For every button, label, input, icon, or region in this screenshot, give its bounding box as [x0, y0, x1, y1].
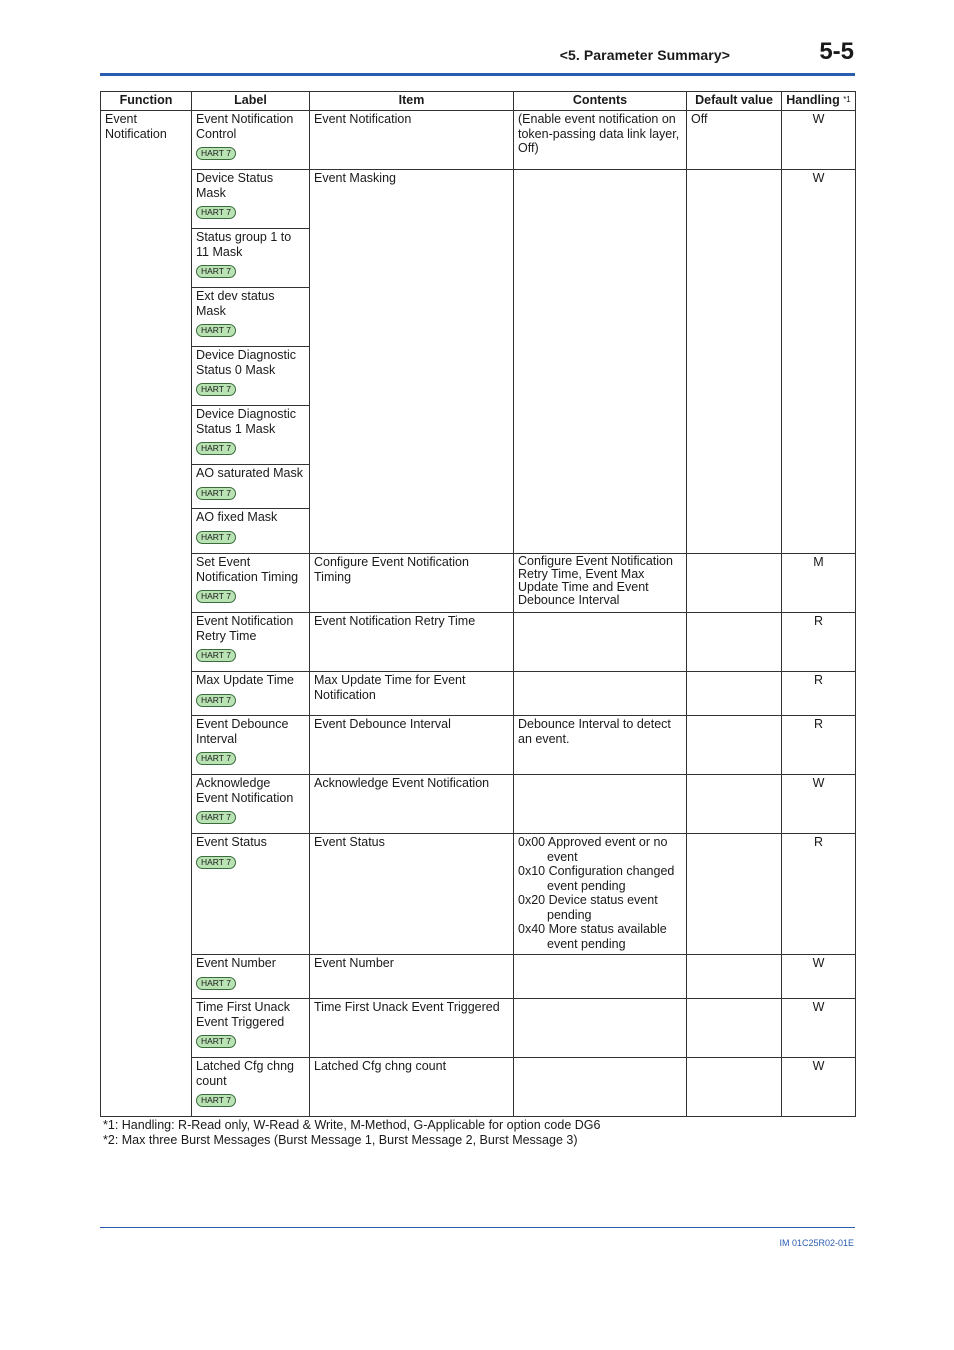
- table-row: [101, 834, 856, 955]
- hart7-badge: HART 7: [196, 856, 236, 869]
- handling-cell: M: [782, 554, 856, 613]
- label-text: AO fixed Mask: [196, 510, 278, 524]
- col-header-default: Default value: [687, 92, 782, 111]
- table-row: [101, 955, 856, 999]
- contents-cell: [514, 955, 687, 999]
- item-cell: Max Update Time for Event Notification: [310, 672, 514, 716]
- label-text: Ext dev status Mask: [196, 289, 275, 318]
- label-text: Device Diagnostic Status 0 Mask: [196, 348, 297, 377]
- label-cell: [192, 775, 310, 834]
- label-text: Event Notification Retry Time: [196, 614, 294, 643]
- handling-cell: W: [782, 955, 856, 999]
- label-cell: [192, 613, 310, 672]
- hart7-badge: HART 7: [196, 147, 236, 160]
- contents-cell: [514, 834, 687, 955]
- item-cell: Time First Unack Event Triggered: [310, 999, 514, 1058]
- item-cell: Event Masking: [310, 170, 514, 554]
- hart7-badge: HART 7: [196, 977, 236, 990]
- item-cell: Event Notification Retry Time: [310, 613, 514, 672]
- col-header-contents: Contents: [514, 92, 687, 111]
- col-header-function: Function: [101, 92, 192, 111]
- status-code-line: 0x20 Device status event: [518, 893, 658, 907]
- label-cell: [192, 111, 310, 170]
- label-cell: [192, 465, 310, 509]
- label-cell: [192, 955, 310, 999]
- status-code-line: event pending: [547, 878, 626, 893]
- contents-cell: (Enable event notification on token-passing data link layer, Off): [514, 111, 687, 170]
- label-cell: [192, 1058, 310, 1117]
- label-cell: [192, 406, 310, 465]
- contents-cell: Debounce Interval to detect an event.: [514, 716, 687, 775]
- label-text: Set Event Notification Timing: [196, 555, 299, 584]
- handling-cell: W: [782, 111, 856, 170]
- handling-cell: R: [782, 672, 856, 716]
- label-text: Acknowledge Event Notification: [196, 776, 294, 805]
- page-number: 5-5: [819, 38, 854, 65]
- label-cell: [192, 672, 310, 716]
- hart7-badge: HART 7: [196, 590, 236, 603]
- status-code-line: pending: [547, 907, 592, 922]
- item-cell: Event Number: [310, 955, 514, 999]
- table-row: [101, 170, 856, 229]
- header-rule: [100, 73, 855, 76]
- handling-footnote-ref: *1: [843, 95, 851, 104]
- handling-cell: W: [782, 170, 856, 554]
- default-cell: [687, 170, 782, 554]
- item-cell: Latched Cfg chng count: [310, 1058, 514, 1117]
- default-cell: [687, 672, 782, 716]
- status-code-line: event pending: [547, 936, 626, 951]
- contents-cell: [514, 170, 687, 554]
- footnotes: [103, 1118, 600, 1148]
- hart7-badge: HART 7: [196, 1094, 236, 1107]
- default-cell: [687, 775, 782, 834]
- contents-cell: [514, 775, 687, 834]
- handling-cell: R: [782, 834, 856, 955]
- table-header-row: [101, 92, 856, 111]
- item-cell: Configure Event Notification Timing: [310, 554, 514, 613]
- hart7-badge: HART 7: [196, 442, 236, 455]
- table-row: [101, 554, 856, 613]
- label-cell: [192, 716, 310, 775]
- hart7-badge: HART 7: [196, 1035, 236, 1048]
- label-cell: [192, 509, 310, 554]
- hart7-badge: HART 7: [196, 487, 236, 500]
- label-text: Device Status Mask: [196, 171, 274, 200]
- footer-rule: [100, 1227, 855, 1228]
- hart7-badge: HART 7: [196, 324, 236, 337]
- hart7-badge: HART 7: [196, 752, 236, 765]
- hart7-badge: HART 7: [196, 383, 236, 396]
- table-row: [101, 1058, 856, 1117]
- default-cell: [687, 716, 782, 775]
- hart7-badge: HART 7: [196, 265, 236, 278]
- default-cell: Off: [687, 111, 782, 170]
- label-cell: [192, 229, 310, 288]
- table-row: [101, 613, 856, 672]
- label-text: Event Status: [196, 835, 267, 849]
- item-cell: Event Debounce Interval: [310, 716, 514, 775]
- handling-header-text: Handling: [786, 93, 840, 107]
- label-text: Event Debounce Interval: [196, 717, 289, 746]
- label-text: Time First Unack Event Triggered: [196, 1000, 290, 1029]
- label-text: Event Notification Control: [196, 112, 294, 141]
- status-code-line: 0x10 Configuration changed: [518, 864, 675, 878]
- contents-cell: [514, 672, 687, 716]
- label-cell: [192, 554, 310, 613]
- status-code-line: 0x00 Approved event or no: [518, 835, 668, 849]
- contents-cell: [514, 613, 687, 672]
- handling-cell: W: [782, 775, 856, 834]
- default-cell: [687, 834, 782, 955]
- label-text: Latched Cfg chng count: [196, 1059, 294, 1088]
- default-cell: [687, 1058, 782, 1117]
- item-cell: Event Status: [310, 834, 514, 955]
- contents-cell: [514, 999, 687, 1058]
- hart7-badge: HART 7: [196, 206, 236, 219]
- handling-cell: R: [782, 716, 856, 775]
- col-header-item: Item: [310, 92, 514, 111]
- label-cell: [192, 288, 310, 347]
- item-cell: Acknowledge Event Notification: [310, 775, 514, 834]
- default-cell: [687, 955, 782, 999]
- footnote-2: *2: Max three Burst Messages (Burst Message 1, Burst Message 2, Burst Message 3): [103, 1133, 578, 1147]
- handling-cell: R: [782, 613, 856, 672]
- default-cell: [687, 999, 782, 1058]
- col-header-label: Label: [192, 92, 310, 111]
- footnote-1: *1: Handling: R-Read only, W-Read & Write, M-Method, G-Applicable for option code DG6: [103, 1118, 601, 1132]
- table-row: [101, 999, 856, 1058]
- label-text: AO saturated Mask: [196, 466, 303, 480]
- table-row: [101, 775, 856, 834]
- label-cell: [192, 170, 310, 229]
- document-id: IM 01C25R02-01E: [779, 1238, 854, 1248]
- table-row: [101, 672, 856, 716]
- col-header-handling: [782, 92, 856, 111]
- hart7-badge: HART 7: [196, 694, 236, 707]
- handling-cell: W: [782, 999, 856, 1058]
- hart7-badge: HART 7: [196, 531, 236, 544]
- parameter-table: [100, 91, 856, 1117]
- status-code-line: 0x40 More status available: [518, 922, 667, 936]
- table-row: [101, 111, 856, 170]
- label-cell: [192, 347, 310, 406]
- contents-cell: Configure Event Notification Retry Time, Event Max Update Time and Event Debounce Interval: [514, 554, 687, 613]
- label-text: Status group 1 to 11 Mask: [196, 230, 292, 259]
- hart7-badge: HART 7: [196, 649, 236, 662]
- label-cell: [192, 834, 310, 955]
- default-cell: [687, 554, 782, 613]
- label-text: Event Number: [196, 956, 276, 970]
- hart7-badge: HART 7: [196, 811, 236, 824]
- label-cell: [192, 999, 310, 1058]
- handling-cell: W: [782, 1058, 856, 1117]
- default-cell: [687, 613, 782, 672]
- status-code-line: event: [547, 849, 578, 864]
- function-cell: Event Notification: [101, 111, 192, 1117]
- table-row: [101, 716, 856, 775]
- label-text: Device Diagnostic Status 1 Mask: [196, 407, 297, 436]
- contents-cell: [514, 1058, 687, 1117]
- item-cell: Event Notification: [310, 111, 514, 170]
- label-text: Max Update Time: [196, 673, 294, 687]
- section-title: <5. Parameter Summary>: [559, 47, 730, 63]
